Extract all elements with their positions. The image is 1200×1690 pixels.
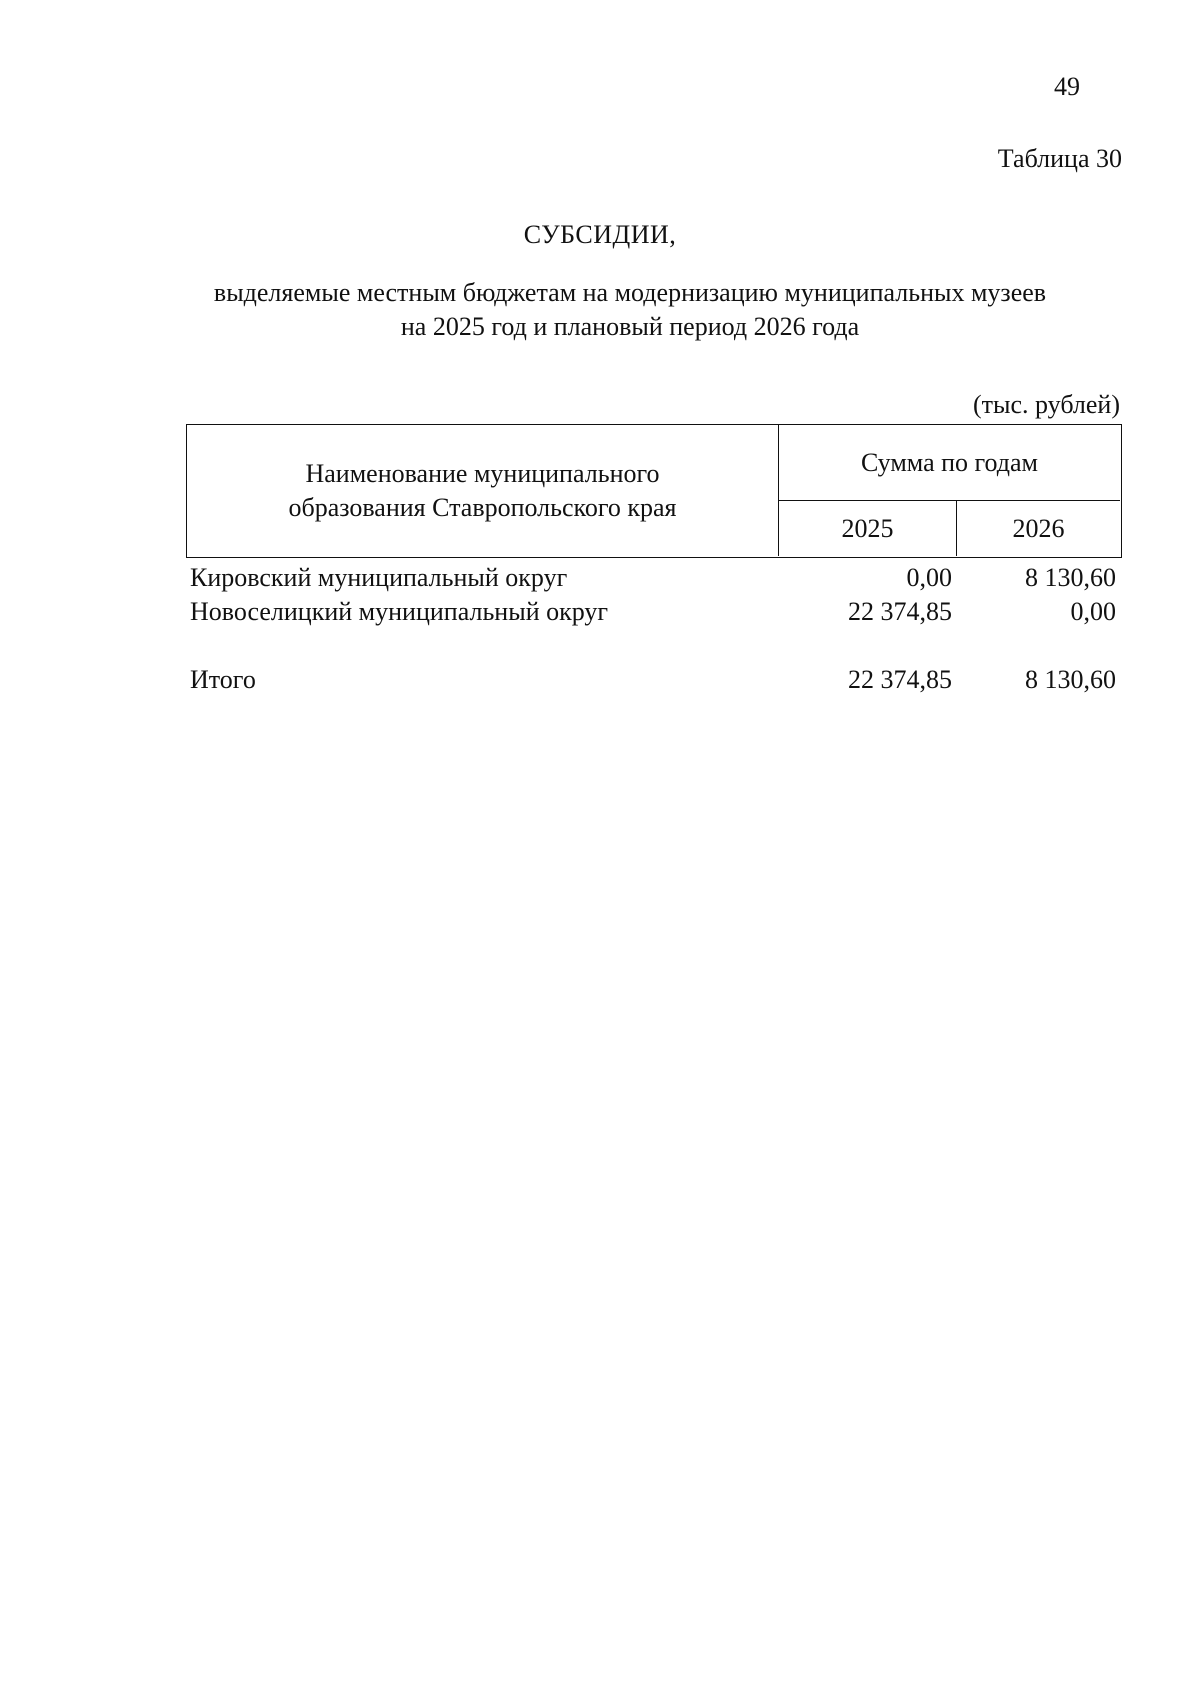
header-year-2026: 2026 [1012,513,1065,543]
header-sum-by-years: Сумма по годам [779,425,1120,501]
table-row [186,594,1122,630]
table-row [186,560,1122,596]
page-number: 49 [1054,72,1080,101]
total-value-2026: 8 130,60 [1025,665,1116,694]
document-subtitle [150,276,1110,344]
header-municipality-name [187,425,779,556]
total-label: Итого [190,665,256,694]
units-note: (тыс. рублей) [972,390,1120,419]
row-value-2025: 0,00 [906,563,952,592]
header-year-2025: 2025 [779,501,957,556]
row-value-2026: 0,00 [1070,597,1116,626]
table-header [186,424,1122,558]
row-value-2026: 8 130,60 [1025,563,1116,592]
row-name: Кировский муниципальный округ [190,563,568,592]
document-title: СУБСИДИИ, [523,220,677,249]
table-total-row [186,662,1122,698]
row-name: Новоселицкий муниципальный округ [190,597,609,626]
total-value-2025: 22 374,85 [848,665,952,694]
table-label: Таблица 30 [997,144,1122,173]
subtitle-line-1: выделяемые местным бюджетам на модернизацию муниципальных музеев [213,278,1047,307]
header-name-line-2: образования Ставропольского края [288,492,677,522]
row-value-2025: 22 374,85 [848,597,952,626]
subtitle-line-2: на 2025 год и плановый период 2026 года [400,312,860,341]
header-name-line-1: Наименование муниципального [305,458,660,488]
